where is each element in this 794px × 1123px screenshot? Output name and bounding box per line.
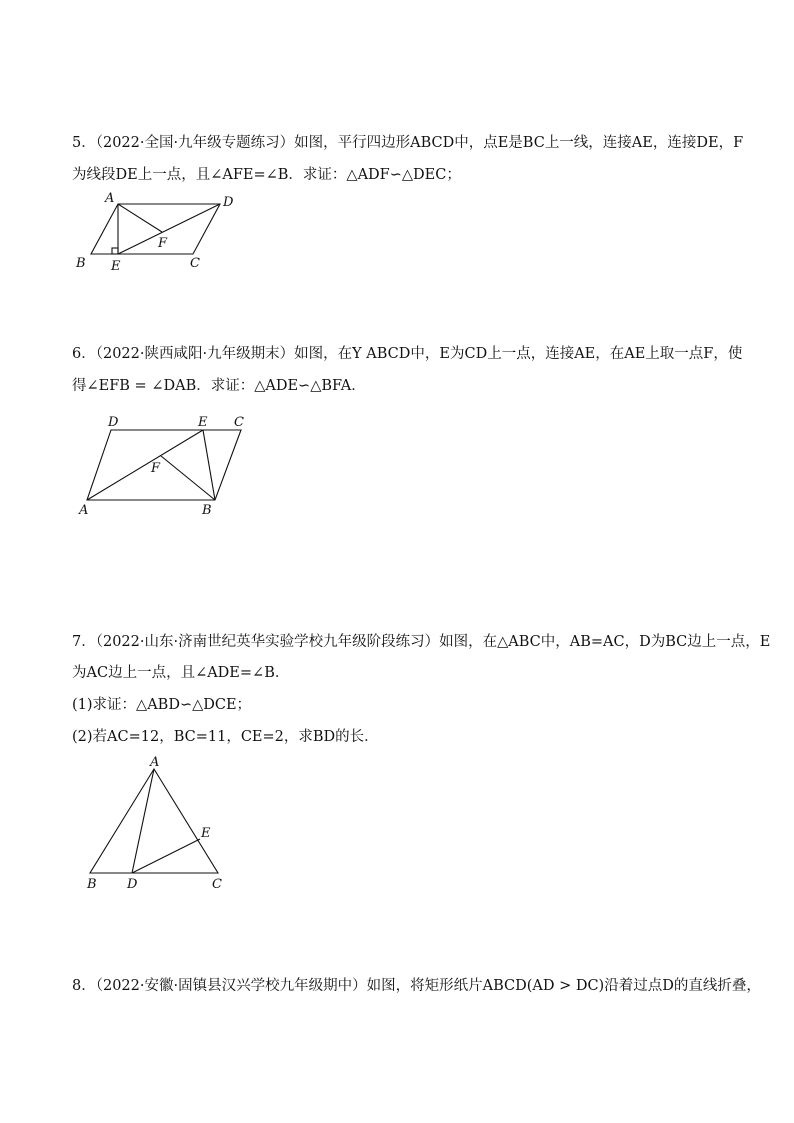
- label-c: C: [190, 256, 200, 271]
- label-e: E: [201, 826, 211, 841]
- label-c: C: [212, 877, 222, 892]
- segment-eb: [203, 430, 215, 500]
- problem-7-figure: [80, 755, 230, 895]
- problem-7-line-1: 7．（2022·山东·济南世纪英华实验学校九年级阶段练习）如图，在△ABC中，AB=AC，D为BC边上一点，E: [72, 634, 771, 650]
- label-d: D: [223, 195, 234, 210]
- segment-fb: [161, 456, 215, 500]
- problem-7-line-2: 为AC边上一点，且∠ADE=∠B．: [72, 665, 290, 681]
- triangle-abc: [90, 769, 218, 873]
- label-f: F: [151, 461, 161, 476]
- parallelogram-abcd: [91, 204, 220, 254]
- label-b: B: [87, 877, 97, 892]
- label-e: E: [111, 259, 121, 274]
- label-f: F: [158, 236, 168, 251]
- parallelogram-abcd: [87, 430, 241, 500]
- problem-6-line-1: 6．（2022·陕西咸阳·九年级期末）如图，在Y ABCD中，E为CD上一点，连接AE，在AE上取一点F，使: [72, 346, 743, 362]
- right-angle-mark: [112, 248, 118, 254]
- label-a: A: [105, 191, 115, 206]
- segment-de: [118, 204, 220, 254]
- label-b: B: [202, 503, 212, 518]
- problem-5-line-2: 为线段DE上一点，且∠AFE=∠B．求证：△ADF∽△DEC；: [72, 167, 461, 183]
- segment-ae: [87, 430, 203, 500]
- problem-8-line-1: 8．（2022·安徽·固镇县汉兴学校九年级期中）如图，将矩形纸片ABCD(AD > DC)沿着过点D的直线折叠，: [72, 978, 761, 994]
- segment-de: [132, 839, 200, 873]
- problem-7-part-2: (2)若AC=12，BC=11，CE=2，求BD的长．: [72, 729, 379, 745]
- label-e: E: [198, 415, 208, 430]
- segment-ad: [132, 769, 154, 873]
- problem-6-figure: [70, 410, 260, 520]
- segment-af: [118, 204, 162, 232]
- label-a: A: [79, 503, 89, 518]
- label-c: C: [234, 415, 244, 430]
- label-d: D: [108, 415, 119, 430]
- problem-7-part-1: (1)求证：△ABD∽△DCE；: [72, 697, 252, 713]
- problem-5-figure: [70, 188, 250, 278]
- problem-6-line-2: 得∠EFB = ∠DAB．求证：△ADE∽△BFA．: [72, 378, 366, 394]
- problem-5-line-1: 5．（2022·全国·九年级专题练习）如图，平行四边形ABCD中，点E是BC上一线，连接AE，连接DE，F: [72, 135, 744, 151]
- label-b: B: [76, 256, 86, 271]
- label-a: A: [150, 755, 160, 770]
- label-d: D: [127, 877, 138, 892]
